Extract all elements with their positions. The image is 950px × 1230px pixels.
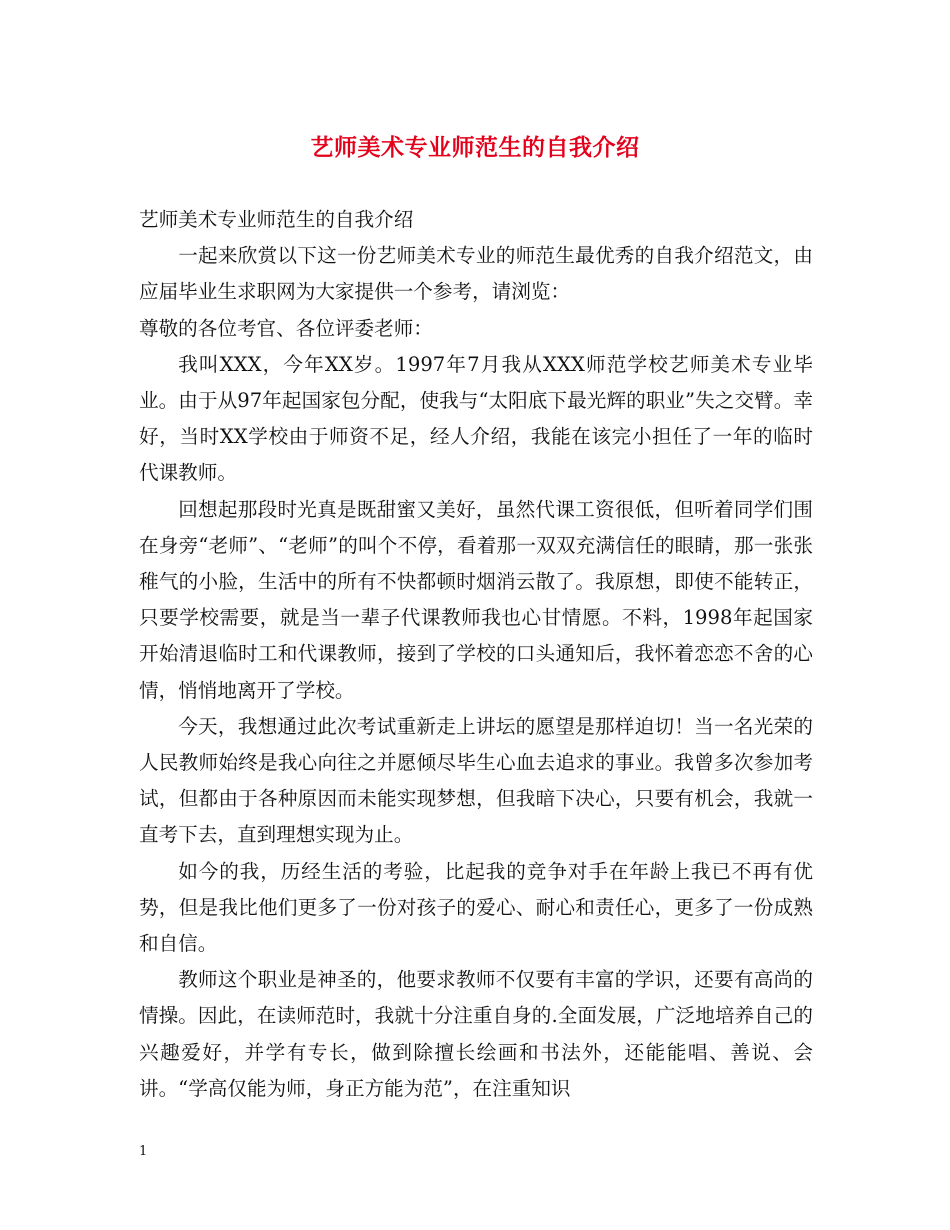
page-number: 1 xyxy=(139,1144,148,1159)
subtitle-line: 艺师美术专业师范生的自我介绍 xyxy=(139,208,414,231)
greeting-line: 尊敬的各位考官、各位评委老师： xyxy=(139,316,433,340)
body-paragraph: 我叫XXX，今年XX岁。1997年7月我从XXX师范学校艺师美术专业毕业。由于从97年起国家包分配，使我与“太阳底下最光辉的职业”失之交臂。幸好，当时XX学校由于师资不足，经人介绍，我能在该完小担任了一年的临时代课教师。 xyxy=(139,352,813,485)
intro-paragraph: 一起来欣赏以下这一份艺师美术专业的师范生最优秀的自我介绍范文，由应届毕业生求职网为大家提供一个参考，请浏览： xyxy=(139,244,813,304)
body-paragraph: 教师这个职业是神圣的，他要求教师不仅要有丰富的学识，还要有高尚的情操。因此，在读师范时，我就十分注重自身的.全面发展，广泛地培养自己的兴趣爱好，并学有专长，做到除擅长绘画和书法外，还能能唱、善说、会讲。“学高仅能为师，身正方能为范”，在注重知识 xyxy=(139,968,813,1100)
document-title: 艺师美术专业师范生的自我介绍 xyxy=(310,134,640,161)
document-body xyxy=(139,202,813,1107)
body-paragraph: 今天，我想通过此次考试重新走上讲坛的愿望是那样迫切！当一名光荣的人民教师始终是我心向往之并愿倾尽毕生心血去追求的事业。我曾多次参加考试，但都由于各种原因而未能实现梦想，但我暗下决心，只要有机会，我就一直考下去，直到理想实现为止。 xyxy=(139,714,813,847)
body-paragraph: 如今的我，历经生活的考验，比起我的竞争对手在年龄上我已不再有优势，但是我比他们更多了一份对孩子的爱心、耐心和责任心，更多了一份成熟和自信。 xyxy=(139,859,813,956)
body-paragraph: 回想起那段时光真是既甜蜜又美好，虽然代课工资很低，但听着同学们围在身旁“老师”、“老师”的叫个不停，看着那一双双充满信任的眼睛，那一张张稚气的小脸，生活中的所有不快都顿时烟消云散了。我原想，即使不能转正，只要学校需要，就是当一辈子代课教师我也心甘情愿。不料，1998年起国家开始清退临时工和代课教师，接到了学校的口头通知后，我怀着恋恋不舍的心情，悄悄地离开了学校。 xyxy=(139,497,813,702)
